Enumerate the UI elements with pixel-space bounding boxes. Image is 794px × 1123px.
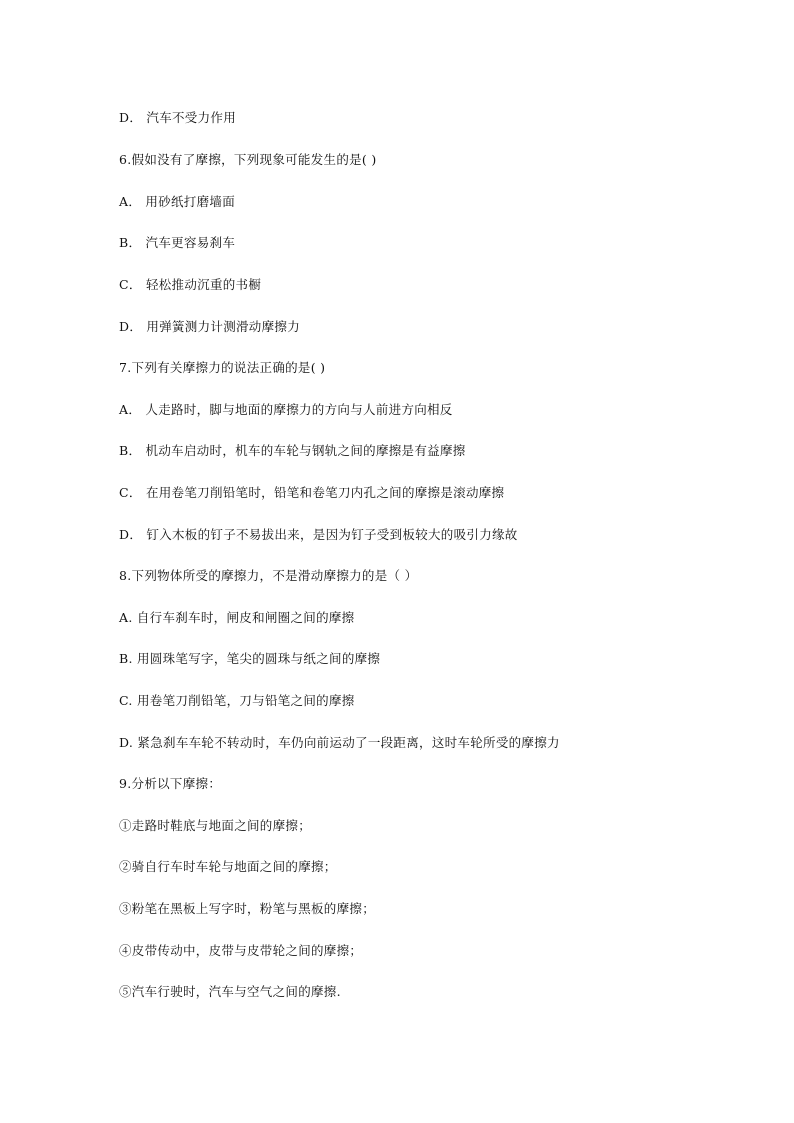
option-6d: D． 用弹簧测力计测滑动摩擦力 <box>119 319 300 334</box>
question-8: 8.下列物体所受的摩擦力，不是滑动摩擦力的是（ ） <box>119 568 418 583</box>
option-6c: C． 轻松推动沉重的书橱 <box>119 277 262 292</box>
item-9-4: ④皮带传动中，皮带与皮带轮之间的摩擦； <box>119 943 363 958</box>
question-6: 6.假如没有了摩擦，下列现象可能发生的是( ) <box>119 152 377 167</box>
option-8b: B. 用圆珠笔写字，笔尖的圆珠与纸之间的摩擦 <box>119 651 381 666</box>
item-9-5: ⑤汽车行驶时，汽车与空气之间的摩擦. <box>119 984 341 999</box>
item-9-2: ②骑自行车时车轮与地面之间的摩擦； <box>119 859 337 874</box>
option-7b: B． 机动车启动时，机车的车轮与钢轨之间的摩擦是有益摩擦 <box>119 443 466 458</box>
option-7d: D． 钉入木板的钉子不易拔出来，是因为钉子受到板较大的吸引力缘故 <box>119 527 518 542</box>
option-6a: A． 用砂纸打磨墙面 <box>119 194 236 209</box>
option-7a: A． 人走路时，脚与地面的摩擦力的方向与人前进方向相反 <box>119 402 453 417</box>
option-6b: B． 汽车更容易刹车 <box>119 235 236 250</box>
option-8c: C. 用卷笔刀削铅笔，刀与铅笔之间的摩擦 <box>119 693 355 708</box>
question-9: 9.分析以下摩擦： <box>119 776 222 791</box>
option-7c: C． 在用卷笔刀削铅笔时，铅笔和卷笔刀内孔之间的摩擦是滚动摩擦 <box>119 485 505 500</box>
item-9-3: ③粉笔在黑板上写字时，粉笔与黑板的摩擦； <box>119 901 376 916</box>
option-5d: D． 汽车不受力作用 <box>119 110 236 125</box>
option-8d: D. 紧急刹车车轮不转动时，车仍向前运动了一段距离，这时车轮所受的摩擦力 <box>119 735 560 750</box>
question-7: 7.下列有关摩擦力的说法正确的是( ) <box>119 360 326 375</box>
option-8a: A. 自行车刹车时，闸皮和闸圈之间的摩擦 <box>119 610 355 625</box>
item-9-1: ①走路时鞋底与地面之间的摩擦； <box>119 818 312 833</box>
